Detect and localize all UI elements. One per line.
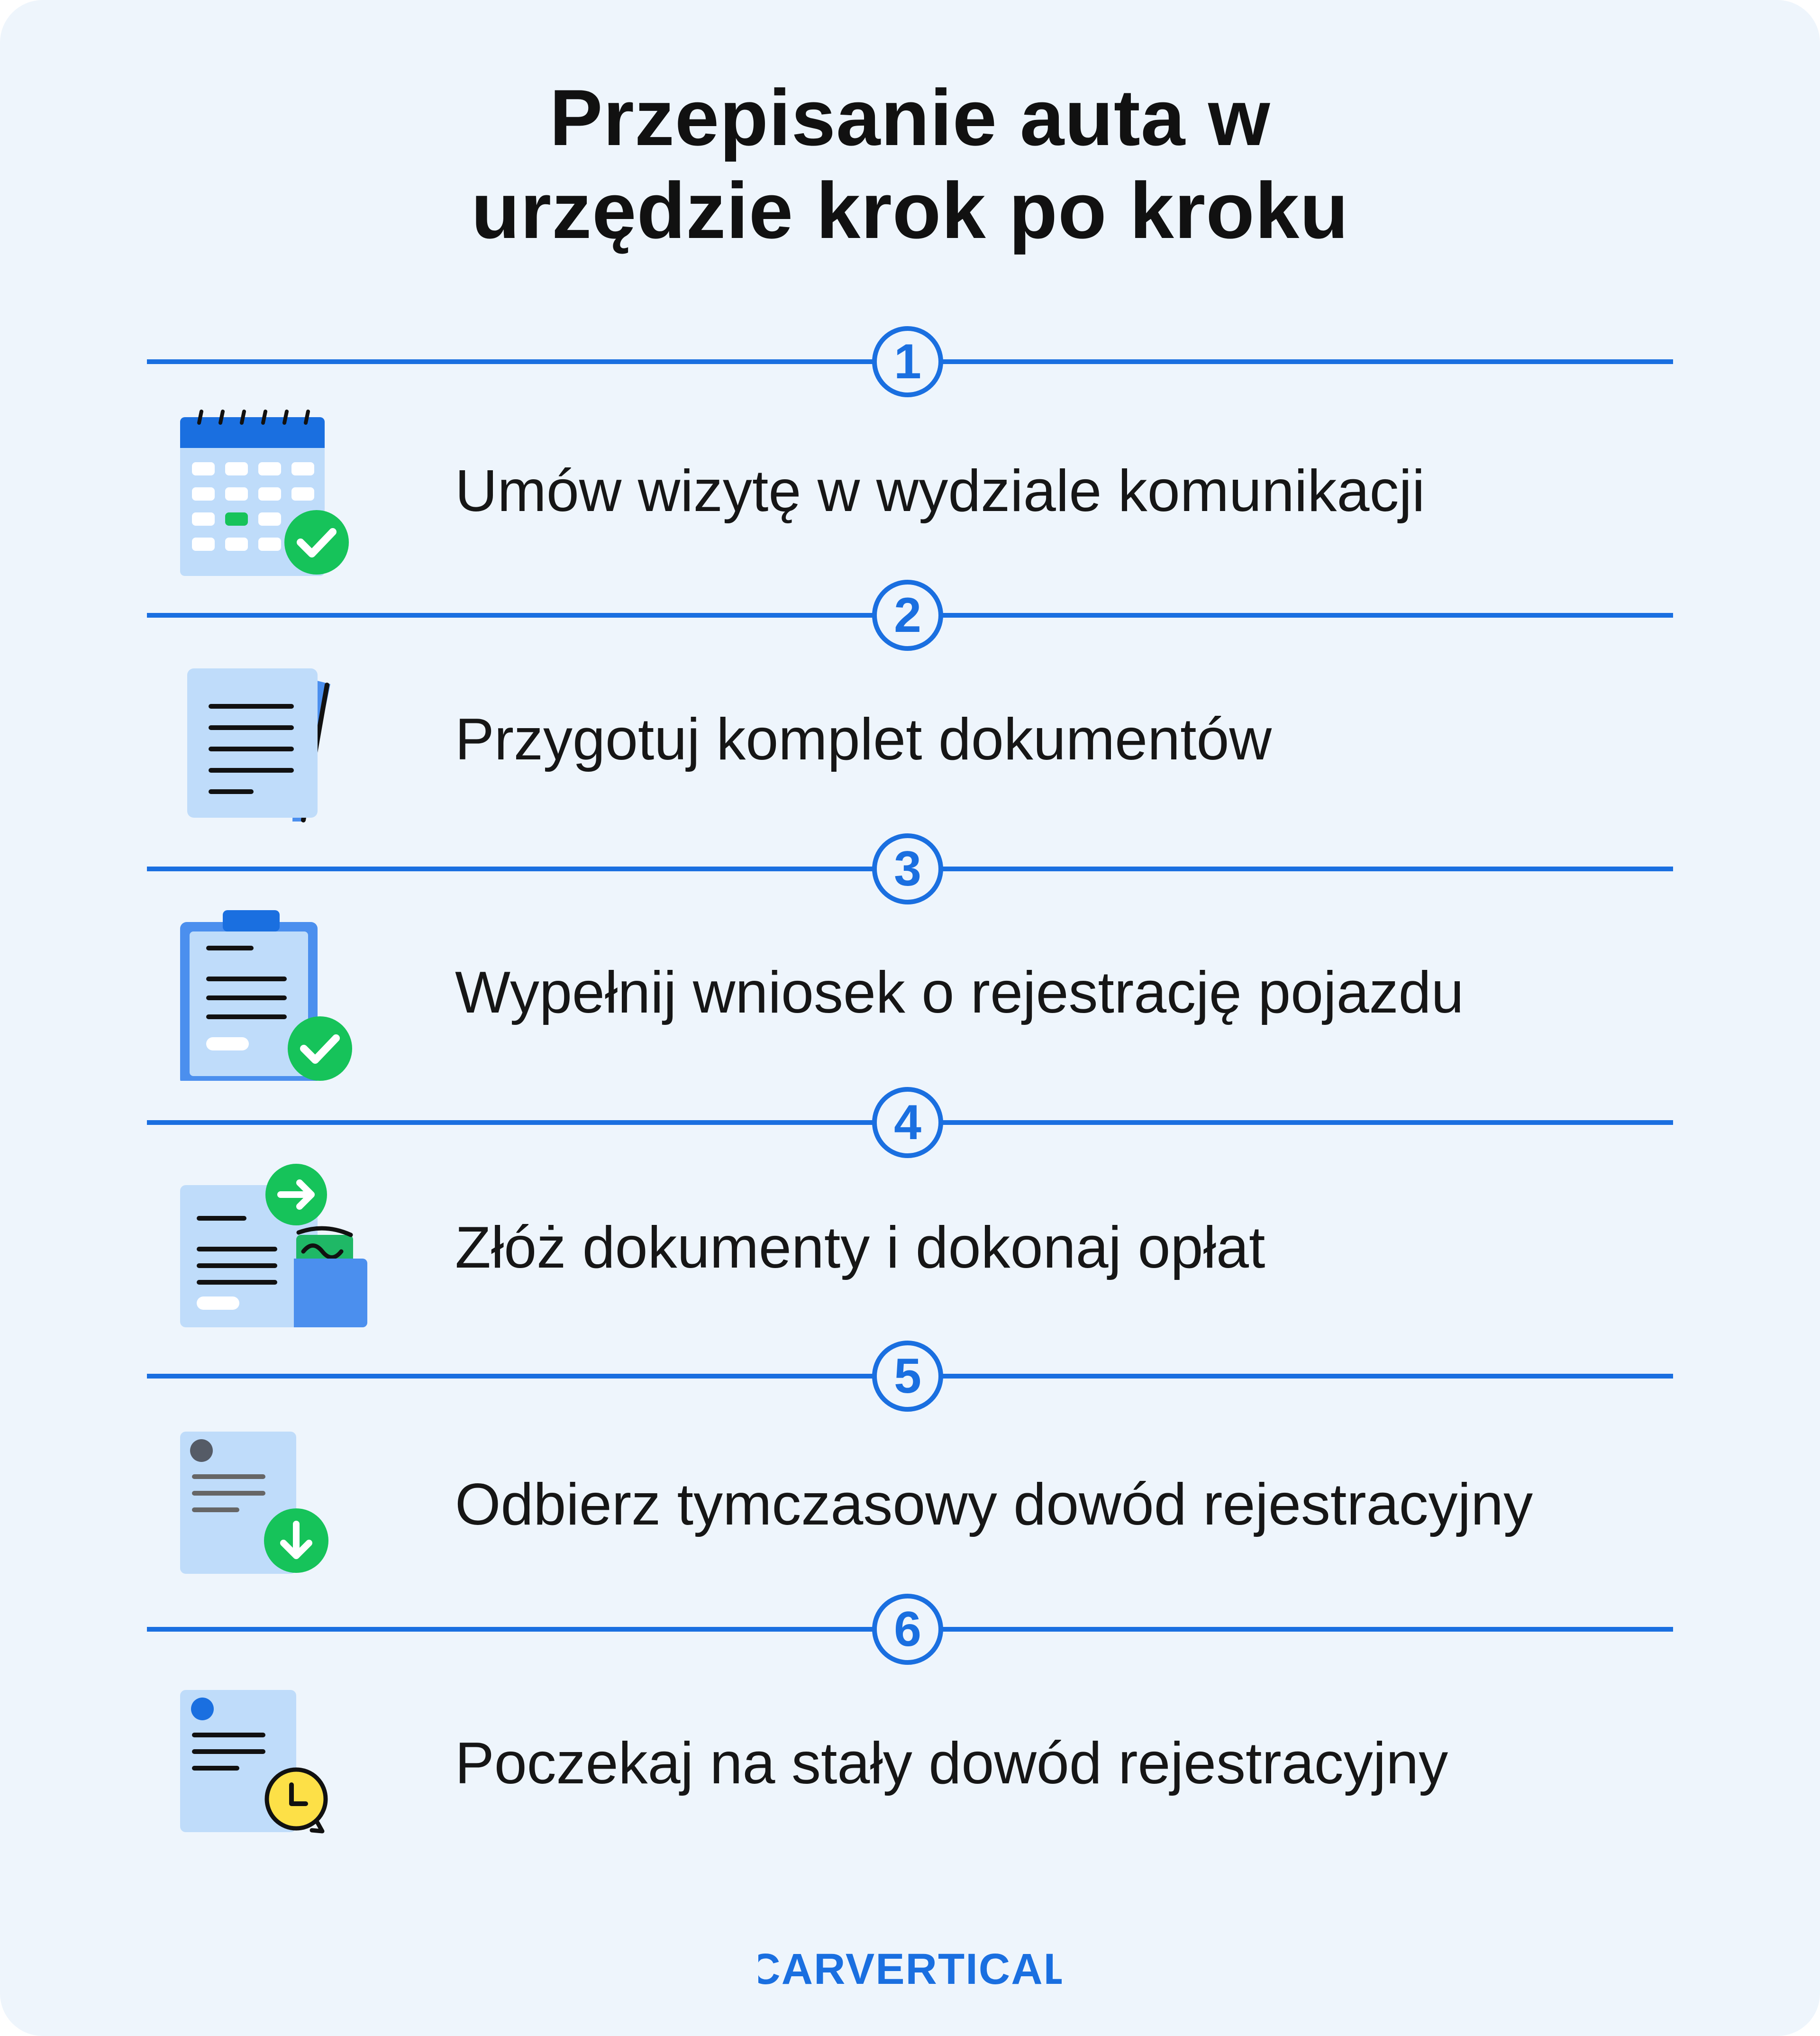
step-2-text: Przygotuj komplet dokumentów [455,707,1272,772]
step-1-badge: 1 [872,326,943,397]
documents-icon [175,661,374,832]
step-4-badge: 4 [872,1087,943,1158]
carvertical-logo [0,1936,1820,1996]
step-3-badge: 3 [872,833,943,904]
step-2-badge: 2 [872,580,943,651]
step-5-badge: 5 [872,1341,943,1412]
page-title [0,71,1820,257]
title-line-1: Przepisanie auta w [549,73,1271,162]
step-1-text: Umów wizytę w wydziale komunikacji [455,458,1425,524]
calendar-check-icon [175,408,374,578]
step-3-text: Wypełnij wniosek o rejestrację pojazdu [455,960,1464,1025]
step-6-text: Poczekaj na stały dowód rejestracyjny [455,1731,1448,1796]
logo-text: CARVERTICAL [758,1945,1062,1993]
document-clock-icon [175,1685,374,1856]
title-line-2: urzędzie krok po kroku [471,166,1349,255]
step-6-badge: 6 [872,1594,943,1665]
document-wallet-send-icon [175,1164,374,1334]
step-4-text: Złóż dokumenty i dokonaj opłat [455,1215,1265,1280]
step-5-text: Odbierz tymczasowy dowód rejestracyjny [455,1472,1533,1537]
carvertical-logo-mark [758,1936,1062,1993]
clipboard-check-icon [175,910,374,1081]
document-download-icon [175,1427,374,1598]
